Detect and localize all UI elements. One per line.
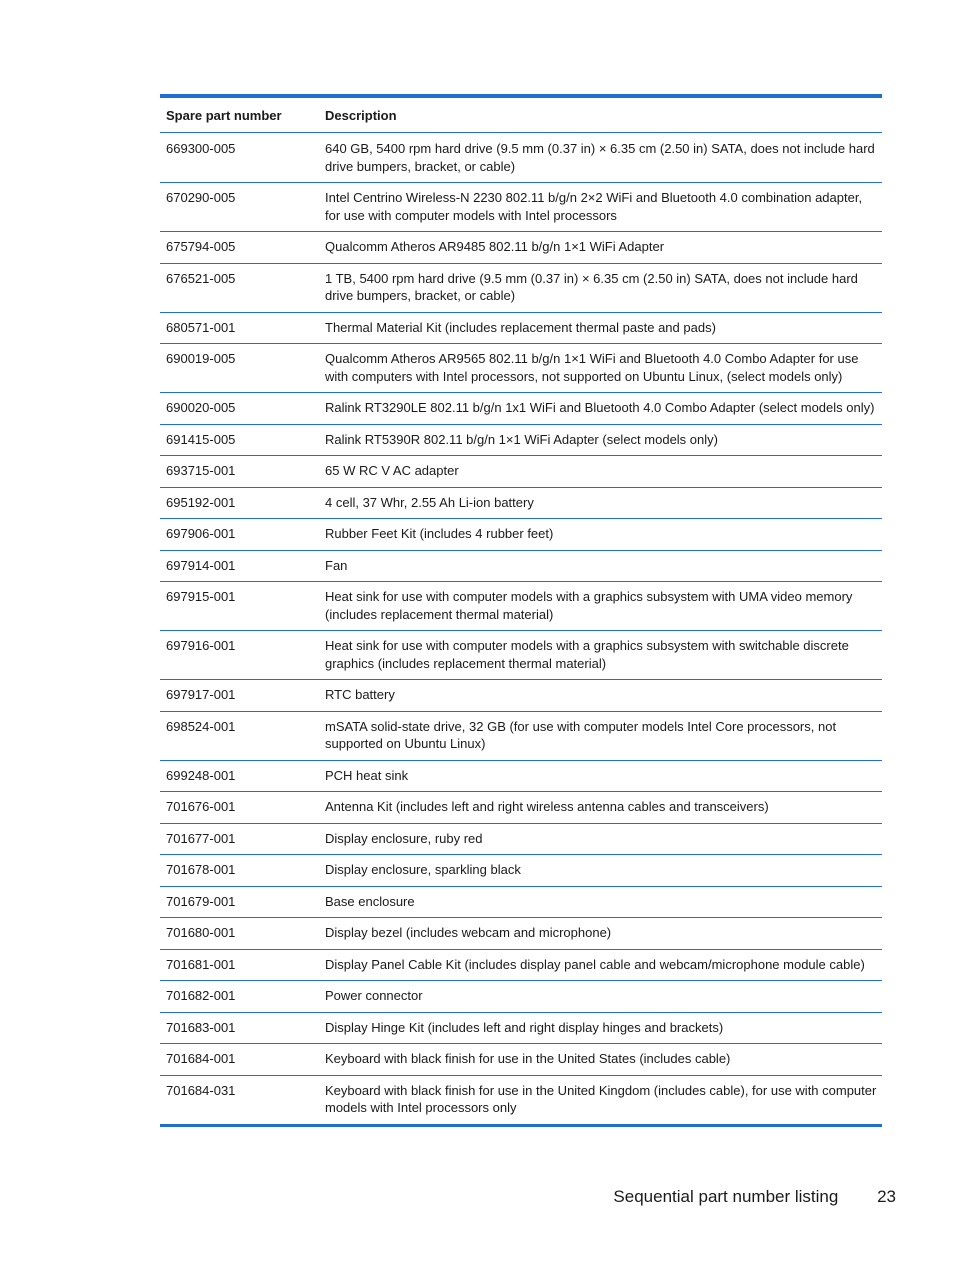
spare-part-number-cell: 669300-005 xyxy=(166,141,236,156)
spare-part-number-cell: 701677-001 xyxy=(160,823,319,855)
description-cell: Keyboard with black finish for use in the United States (includes cable) xyxy=(319,1044,882,1076)
description-cell: Thermal Material Kit (includes replacement thermal paste and pads) xyxy=(319,312,882,344)
table-row xyxy=(160,886,882,918)
spare-part-number-cell: 701682-001 xyxy=(160,981,319,1013)
spare-part-number-cell: 691415-005 xyxy=(160,424,319,456)
spare-part-number-cell: 697915-001 xyxy=(160,582,319,631)
description-cell: Ralink RT3290LE 802.11 b/g/n 1x1 WiFi and Bluetooth 4.0 Combo Adapter (select models only) xyxy=(319,393,882,425)
table-row xyxy=(160,949,882,981)
description-cell: 65 W RC V AC adapter xyxy=(319,456,882,488)
spare-part-number-cell: 675794-005 xyxy=(160,232,319,264)
table-row xyxy=(160,550,882,582)
table-row xyxy=(160,1075,882,1124)
spare-part-number-cell: 693715-001 xyxy=(160,456,319,488)
description-cell: Intel Centrino Wireless-N 2230 802.11 b/g/n 2×2 WiFi and Bluetooth 4.0 combination adapter, for use with computer models with Intel processors xyxy=(319,183,882,232)
table-row xyxy=(160,183,882,232)
description-cell: Ralink RT5390R 802.11 b/g/n 1×1 WiFi Adapter (select models only) xyxy=(319,424,882,456)
spare-part-number-cell: 690019-005 xyxy=(160,344,319,393)
spare-part-number-cell: 676521-005 xyxy=(160,263,319,312)
spare-part-number-cell: 697916-001 xyxy=(160,631,319,680)
table-row xyxy=(160,519,882,551)
header-description: Description xyxy=(319,98,882,133)
description-cell: Qualcomm Atheros AR9485 802.11 b/g/n 1×1 WiFi Adapter xyxy=(319,232,882,264)
spare-part-number-cell: 670290-005 xyxy=(160,183,319,232)
table-row xyxy=(160,631,882,680)
table-row xyxy=(160,456,882,488)
description-cell: Heat sink for use with computer models with a graphics subsystem with UMA video memory (includes replacement thermal material) xyxy=(319,582,882,631)
table-row xyxy=(160,760,882,792)
spare-part-number-cell: 697906-001 xyxy=(160,519,319,551)
description-cell: RTC battery xyxy=(319,680,882,712)
description-cell: Fan xyxy=(319,550,882,582)
table-row xyxy=(160,711,882,760)
footer-section-title: Sequential part number listing xyxy=(613,1187,839,1206)
table-row xyxy=(160,823,882,855)
table-body xyxy=(160,133,882,1124)
spare-part-number-cell: 701679-001 xyxy=(160,886,319,918)
table-header-row xyxy=(160,98,882,133)
table-row xyxy=(160,344,882,393)
spare-part-number-cell: 701678-001 xyxy=(160,855,319,887)
table-row xyxy=(160,312,882,344)
table-row xyxy=(160,393,882,425)
table-row xyxy=(160,487,882,519)
description-cell: Display enclosure, sparkling black xyxy=(319,855,882,887)
spare-part-number-cell: 701683-001 xyxy=(160,1012,319,1044)
description-cell: Display enclosure, ruby red xyxy=(319,823,882,855)
spare-part-number-cell: 701684-001 xyxy=(160,1044,319,1076)
spare-part-number-cell: 680571-001 xyxy=(160,312,319,344)
table-row xyxy=(160,680,882,712)
table-row xyxy=(160,582,882,631)
spare-part-number-cell: 701684-031 xyxy=(160,1075,319,1124)
spare-part-number-cell: 701681-001 xyxy=(160,949,319,981)
table-row xyxy=(160,133,882,183)
description-cell: Display Hinge Kit (includes left and right display hinges and brackets) xyxy=(319,1012,882,1044)
table-row xyxy=(160,232,882,264)
table-row xyxy=(160,918,882,950)
table-row xyxy=(160,792,882,824)
description-cell: Keyboard with black finish for use in the United Kingdom (includes cable), for use with computer models with Intel processors only xyxy=(319,1075,882,1124)
description-cell: mSATA solid-state drive, 32 GB (for use with computer models Intel Core processors, not supported on Ubuntu Linux) xyxy=(319,711,882,760)
description-cell: PCH heat sink xyxy=(319,760,882,792)
table-row xyxy=(160,1012,882,1044)
spare-part-number-cell: 697917-001 xyxy=(160,680,319,712)
table-row xyxy=(160,1044,882,1076)
spare-part-number-cell: 698524-001 xyxy=(160,711,319,760)
table-row xyxy=(160,855,882,887)
spare-part-number-cell: 697914-001 xyxy=(160,550,319,582)
table-row xyxy=(160,263,882,312)
description-cell: Qualcomm Atheros AR9565 802.11 b/g/n 1×1 WiFi and Bluetooth 4.0 Combo Adapter for use with computers with Intel processors, not supported on Ubuntu Linux, (select models only) xyxy=(319,344,882,393)
table-row xyxy=(160,981,882,1013)
description-cell: Rubber Feet Kit (includes 4 rubber feet) xyxy=(319,519,882,551)
spare-part-number-cell: 695192-001 xyxy=(160,487,319,519)
description-cell: Heat sink for use with computer models with a graphics subsystem with switchable discrete graphics (includes replacement thermal material) xyxy=(319,631,882,680)
description-cell: 640 GB, 5400 rpm hard drive (9.5 mm (0.37 in) × 6.35 cm (2.50 in) SATA, does not include hard drive bumpers, bracket, or cable) xyxy=(325,141,875,174)
page-footer xyxy=(613,1187,896,1207)
parts-table-container xyxy=(160,94,882,1127)
description-cell: Antenna Kit (includes left and right wireless antenna cables and transceivers) xyxy=(319,792,882,824)
spare-part-number-cell: 690020-005 xyxy=(160,393,319,425)
parts-table xyxy=(160,98,882,1124)
page-number: 23 xyxy=(877,1187,896,1206)
spare-part-number-cell: 699248-001 xyxy=(160,760,319,792)
description-cell: Power connector xyxy=(319,981,882,1013)
description-cell: Display Panel Cable Kit (includes display panel cable and webcam/microphone module cable) xyxy=(319,949,882,981)
table-row xyxy=(160,424,882,456)
description-cell: 4 cell, 37 Whr, 2.55 Ah Li-ion battery xyxy=(319,487,882,519)
description-cell: 1 TB, 5400 rpm hard drive (9.5 mm (0.37 in) × 6.35 cm (2.50 in) SATA, does not include hard drive bumpers, bracket, or cable) xyxy=(319,263,882,312)
description-cell: Base enclosure xyxy=(319,886,882,918)
description-cell: Display bezel (includes webcam and microphone) xyxy=(319,918,882,950)
spare-part-number-cell: 701680-001 xyxy=(160,918,319,950)
spare-part-number-cell: 701676-001 xyxy=(160,792,319,824)
header-spare-part-number: Spare part number xyxy=(160,98,319,133)
